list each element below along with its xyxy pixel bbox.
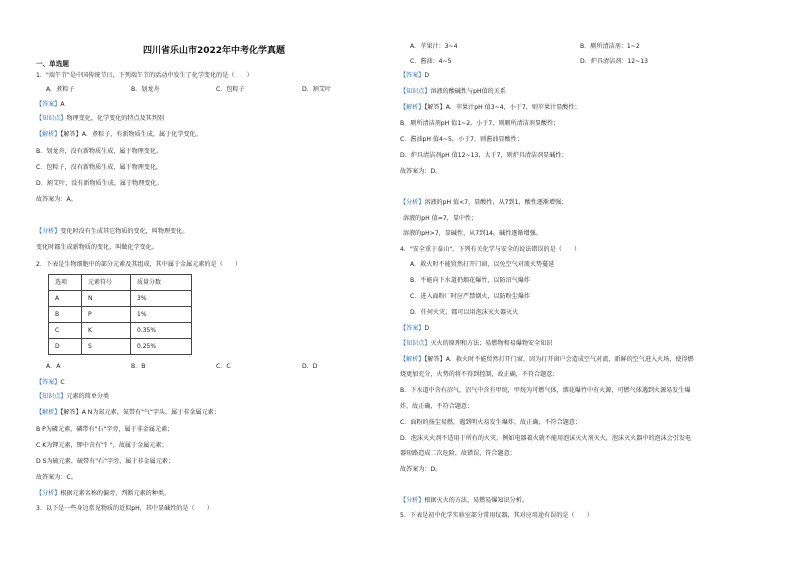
answer-value: C <box>60 379 65 386</box>
q1-explanation-line-5: 故答案为：A。 <box>36 196 77 203</box>
table-row <box>49 307 192 323</box>
q3-analysis-line-2: 溶液的pH 值=7，显中性； <box>403 215 478 222</box>
table-cell: 0.35% <box>131 323 192 339</box>
answer-tag: 【答案】 <box>36 101 61 108</box>
explanation-tag: 【解析】 <box>36 409 61 416</box>
analysis-tag: 【分析】 <box>36 228 61 235</box>
page-title: 四川省乐山市2022年中考化学真题 <box>143 46 286 56</box>
q3-option-d: D．炉具清洁剂：12~13 <box>580 58 648 65</box>
analysis-tag: 【分析】 <box>400 199 425 206</box>
knowledge-tag: 【知识点】 <box>36 393 67 400</box>
answer-tag: 【答案】 <box>36 379 61 386</box>
q4-explanation-line-7: 器短路造成二次危险，故错误，符合题意； <box>400 450 516 457</box>
table-cell: 1% <box>131 307 192 323</box>
knowledge-tag: 【知识点】 <box>36 115 67 122</box>
q4-option-b: B．不能向下水道扔烟花爆竹，以防沼气爆炸 <box>410 277 530 284</box>
q1-option-b: B．划龙舟 <box>131 86 160 93</box>
q3-option-c: C．酱油：4~5 <box>410 58 452 65</box>
q2-knowledge-point <box>36 393 109 401</box>
q3-stem: 3．以下是一些身边常见物质的近似pH，其中显碱性的是（ ） <box>36 505 213 512</box>
q3-explanation-line-1 <box>400 104 581 112</box>
knowledge-tag: 【知识点】 <box>400 88 431 95</box>
q4-answer <box>400 325 429 333</box>
answer-tag: 【答案】 <box>400 325 425 332</box>
q5-stem: 5．下表是初中化学实验室部分常用仪器，其对应用途有误的是（ ） <box>400 512 593 519</box>
q3-option-a: A．苹果汁：3~4 <box>410 43 458 50</box>
q4-knowledge-point <box>400 340 552 348</box>
q4-explanation-line-8: 故答案为：D。 <box>400 466 442 473</box>
table-cell: P <box>82 307 131 323</box>
q1-explanation-line-2: B．划龙舟，没有新物质生成，属于物理变化。 <box>36 148 163 155</box>
element-table <box>48 274 192 355</box>
analysis-tag: 【分析】 <box>400 497 425 504</box>
q1-stem: 1．"端午节"是中国传统节日，下列端午节的活动中发生了化学变化的是（ ） <box>36 72 253 79</box>
q2-answer <box>36 379 65 387</box>
explanation-tag: 【解析】 <box>400 356 425 363</box>
q3-explanation-line-3: C．酱油pH 值4~5，小于7，则酱油显酸性； <box>400 136 523 143</box>
explanation-text: 【解答】A N为氮元素，氮带有"气"字头，属于非金属元素； <box>60 409 220 416</box>
q1-analysis-line-2: 变化时都生成新物质的变化，叫做化学变化。 <box>36 244 158 251</box>
knowledge-value: 物理变化、化学变化的特点及其判别 <box>66 115 164 122</box>
table-cell: D <box>49 339 82 355</box>
explanation-text: 【解答】A．救火时不能贸然打开门窗，因为打开窗户会造成空气对流，新鲜的空气进入火场，使得燃 <box>424 356 694 363</box>
table-header-cell: 元素符号 <box>82 275 131 291</box>
table-row <box>49 291 192 307</box>
table-cell: A <box>49 291 82 307</box>
q4-option-d: D．任何火灾，都可以用泡沫灭火器灭火 <box>410 309 519 316</box>
q3-knowledge-point <box>400 88 506 96</box>
table-header-row <box>49 275 192 291</box>
q4-explanation-line-3: B．下水道中含有沼气，沼气中含有甲烷，甲烷为可燃气体，烟花爆竹中有火源，可燃气体遇到火源易发生爆 <box>400 387 691 394</box>
q2-explanation-line-1 <box>36 409 220 417</box>
q3-explanation-line-5: 故答案为：D。 <box>400 168 442 175</box>
q3-analysis-line-3: 溶液的pH>7，显碱性，从7到14，碱性逐渐增强。 <box>403 230 542 237</box>
q2-option-c: C．C <box>216 363 231 370</box>
q1-answer <box>36 101 65 109</box>
q2-option-b: B．B <box>131 363 146 370</box>
answer-tag: 【答案】 <box>400 72 425 79</box>
q1-option-a: A．煮粽子 <box>46 86 75 93</box>
explanation-text: 【解答】A．煮粽子，有新物质生成，属于化学变化。 <box>60 131 202 138</box>
q4-explanation-line-1 <box>400 356 694 364</box>
q1-explanation-line-3: C．包粽子，没有新物质生成，属于物理变化。 <box>36 164 163 171</box>
table-cell: B <box>49 307 82 323</box>
table-cell: 3% <box>131 291 192 307</box>
q1-option-c: C．包粽子 <box>216 86 245 93</box>
analysis-text: 根据元素名称的偏旁，判断元素的种类。 <box>60 490 171 497</box>
answer-value: D <box>424 325 430 332</box>
knowledge-tag: 【知识点】 <box>400 340 431 347</box>
explanation-text: 【解答】A．苹果汁pH 值3~4，小于7，则苹果汁显酸性； <box>424 104 581 111</box>
q2-explanation-line-3: C K为钾元素，钾中含有"钅"，故属于金属元素； <box>36 442 168 449</box>
q3-option-b: B．厕所清洁剂：1~2 <box>580 43 640 50</box>
q4-explanation-line-2: 烧更加充分，火势的将不得到控制，故正确，不符合题意； <box>400 371 559 378</box>
table-cell: 0.25% <box>131 339 192 355</box>
explanation-tag: 【解析】 <box>36 131 61 138</box>
table-header-cell: 选项 <box>49 275 82 291</box>
table-cell: C <box>49 323 82 339</box>
analysis-text: 溶液的pH 值<7，显酸性，从7到1，酸性逐渐增强； <box>424 199 568 206</box>
section-heading: 一、单选题 <box>36 60 69 68</box>
table-cell: N <box>82 291 131 307</box>
analysis-text: 变化时没有生成其它物质的变化，叫物理变化。 <box>60 228 189 235</box>
q3-analysis-line-1 <box>400 199 567 207</box>
q3-explanation-line-4: D．炉具清洁剂pH 值12~13，大于7，则炉具清洁剂显碱性； <box>400 152 568 159</box>
q4-stem: 4．"安全重于泰山"，下列有关化学与安全的说法错误的是（ ） <box>400 246 581 253</box>
analysis-text: 根据灭火的方法，易燃易爆知识分析。 <box>424 497 528 504</box>
q1-analysis-line-1 <box>36 228 188 236</box>
explanation-tag: 【解析】 <box>400 104 425 111</box>
q2-option-a: A．A <box>46 363 61 370</box>
answer-value: A <box>60 101 65 108</box>
q2-explanation-line-5: 故答案为：C。 <box>36 474 77 481</box>
q2-analysis <box>36 490 170 498</box>
table-row <box>49 323 192 339</box>
q3-explanation-line-2: B．厕所清洁剂pH 值1~2，小于7，则厕所清洁剂显酸性； <box>400 120 560 127</box>
q3-answer <box>400 72 429 80</box>
knowledge-value: 溶液的酸碱性与pH值的关系 <box>430 88 506 95</box>
knowledge-value: 元素的简单分类 <box>66 393 110 400</box>
q4-explanation-line-5: C．面粉的扬尘易燃，遇到明火易发生爆炸，故正确，不符合题意； <box>400 419 581 426</box>
q2-explanation-line-4: D S为硫元素，硫带有"石"字旁，属于非金属元素； <box>36 458 174 465</box>
table-cell: K <box>82 323 131 339</box>
q1-explanation-line-4: D．割艾叶，没有新物质生成，属于物理变化。 <box>36 180 163 187</box>
table-row <box>49 339 192 355</box>
q4-option-a: A．救火时不能贸然打开门窗，以免空气对流火势蔓延 <box>410 261 555 268</box>
q4-explanation-line-6: D．泡沫灭火剂不适用于所有的火灾，例如电器着火就不能用泡沫灭火剂灭火，泡沫灭火器中的泡沫会引发电 <box>400 435 692 442</box>
q4-explanation-line-4: 炸，故正确，不符合题意； <box>400 403 474 410</box>
q1-knowledge-point <box>36 115 164 123</box>
analysis-tag: 【分析】 <box>36 490 61 497</box>
q2-explanation-line-2: B P为磷元素，磷带有"石"字旁，属于非金属元素； <box>36 426 174 433</box>
answer-value: D <box>424 72 430 79</box>
q2-stem: 2．下表是生物细胞中的部分元素及其组成，其中属于金属元素的是（ ） <box>36 261 241 268</box>
q2-option-d: D．D <box>302 363 318 370</box>
q1-option-d: D．割艾叶 <box>302 86 332 93</box>
table-cell: S <box>82 339 131 355</box>
knowledge-value: 灭火的原理和方法；易燃物和易爆物安全知识 <box>430 340 553 347</box>
q4-option-c: C．进入面粉厂时应严禁烟火，以防粉尘爆炸 <box>410 293 531 300</box>
q4-analysis <box>400 497 528 505</box>
table-header-cell: 质量分数 <box>131 275 192 291</box>
q1-explanation-line-1 <box>36 131 202 139</box>
